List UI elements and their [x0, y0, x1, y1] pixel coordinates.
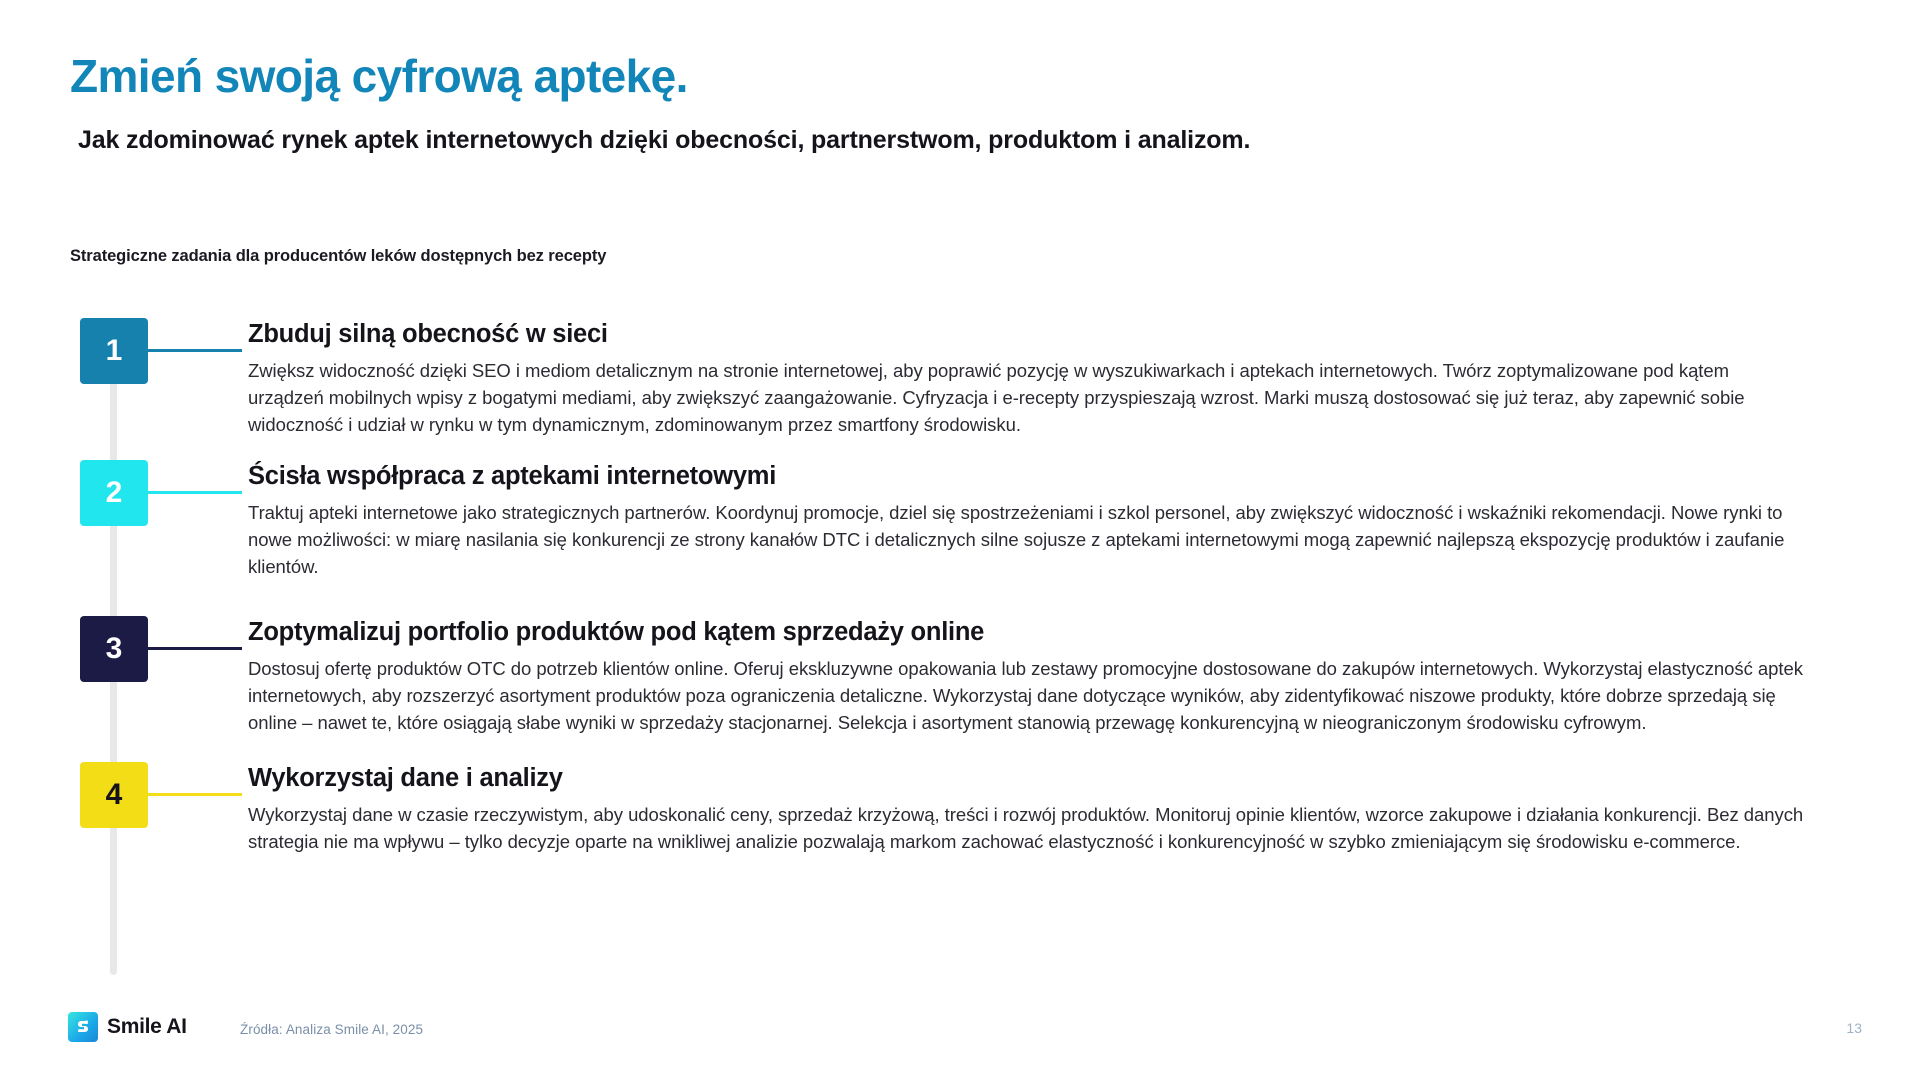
step-title-2: Ścisła współpraca z aptekami internetowymi: [248, 462, 777, 491]
slide-footer: [0, 990, 1920, 1080]
smile-ai-logo-icon: [68, 1012, 98, 1042]
timeline-step-1: [70, 318, 1860, 438]
step-body-2: [248, 460, 1860, 580]
step-number-badge-2: 2: [80, 460, 148, 526]
slide-header: [70, 52, 1860, 155]
step-text-2: Traktuj apteki internetowe jako strategicznych partnerów. Koordynuj promocje, dziel się spostrzeżeniami i szkol personel, aby zwiększyć widoczność i wskaźniki rekomendacji. Nowe rynki to nowe możliwości: w miarę nasilania się konkurencji ze strony kanałów DTC i detalicznych silne sojusze z aptekami internetowymi mogą zapewnić najlepszą ekspozycję produktów i zaufanie klientów.: [248, 502, 1785, 578]
step-text-1: Zwiększ widoczność dzięki SEO i mediom detalicznym na stronie internetowej, aby poprawić pozycję w wyszukiwarkach i aptekach internetowych. Twórz zoptymalizowane pod kątem urządzeń mobilnych wpisy z bogatymi mediami, aby zwiększyć zaangażowanie. Cyfryzacja i e-recepty przyspieszają wzrost. Marki muszą dostosować się już teraz, aby zapewnić sobie widoczność i udział w rynku w tym dynamicznym, zdominowanym przez smartfony środowisku.: [248, 360, 1745, 436]
step-body-3: [248, 616, 1860, 736]
step-title-4: Wykorzystaj dane i analizy: [248, 764, 563, 793]
timeline-step-3: [70, 616, 1860, 736]
step-connector-3: [148, 647, 242, 650]
step-title-1: Zbuduj silną obecność w sieci: [248, 320, 608, 348]
step-marker-4: [70, 762, 210, 834]
page-subtitle: Jak zdominować rynek aptek internetowych dzięki obecności, partnerstwom, produktom i analizom.: [78, 126, 1251, 155]
steps-timeline: [70, 318, 1860, 855]
section-label: Strategiczne zadania dla producentów leków dostępnych bez recepty: [70, 247, 607, 265]
step-connector-4: [148, 793, 242, 796]
step-number-badge-3: 3: [80, 616, 148, 682]
step-connector-1: [148, 349, 242, 352]
step-marker-3: [70, 616, 210, 688]
timeline-step-4: [70, 762, 1860, 855]
step-marker-1: [70, 318, 210, 390]
step-body-4: [248, 762, 1860, 855]
step-marker-2: [70, 460, 210, 532]
timeline-step-2: [70, 460, 1860, 580]
brand-name: Smile AI: [107, 1015, 187, 1038]
step-body-1: [248, 318, 1860, 438]
step-text-3: Dostosuj ofertę produktów OTC do potrzeb klientów online. Oferuj ekskluzywne opakowania lub zestawy promocyjne dostosowane do zakupów internetowych. Wykorzystaj elastyczność aptek internetowych, aby rozszerzyć asortyment produktów poza ograniczenia detaliczne. Wykorzystaj dane dotyczące wyników, aby zidentyfikować niszowe produkty, które dobrze sprzedają się online – nawet te, które osiągają słabe wyniki w sprzedaży stacjonarnej. Selekcja i asortyment stanowią przewagę konkurencyjną w nieograniczonym środowisku cyfrowym.: [248, 658, 1803, 734]
step-text-4: Wykorzystaj dane w czasie rzeczywistym, aby udoskonalić ceny, sprzedaż krzyżową, treści i rozwój produktów. Monitoruj opinie klientów, wzorce zakupowe i działania konkurencji. Bez danych strategia nie ma wpływu – tylko decyzje oparte na wnikliwej analizie pozwalają markom zachować elastyczność i konkurencyjność w szybko zmieniającym się środowisku e-commerce.: [248, 804, 1804, 853]
page-number: 13: [1846, 1020, 1862, 1036]
source-note: Źródła: Analiza Smile AI, 2025: [240, 1022, 424, 1037]
step-number-badge-1: 1: [80, 318, 148, 384]
page-title: Zmień swoją cyfrową aptekę.: [70, 50, 688, 102]
brand-logo: [68, 1012, 187, 1042]
step-number-badge-4: 4: [80, 762, 148, 828]
step-connector-2: [148, 491, 242, 494]
step-title-3: Zoptymalizuj portfolio produktów pod kątem sprzedaży online: [248, 618, 985, 647]
